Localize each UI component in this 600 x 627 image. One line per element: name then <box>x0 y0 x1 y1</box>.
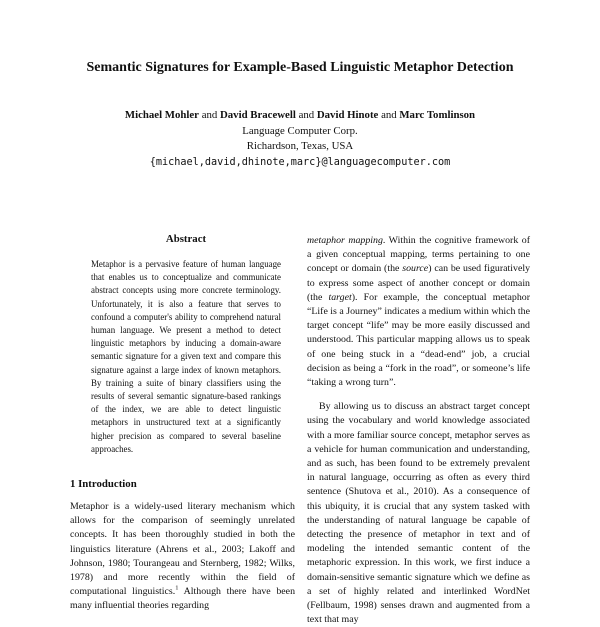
paragraph: By allowing us to discuss an abstract target concept using the vocabulary and world knowledge associated with a more familiar source concept, metaphor serves as a vehicle for human communication and understanding, and as such, has been found to be extremely prevalent in natural language, occurring as often as every third sentence (Shutova et al., 2010). As a consequence of this ubiquity, it is crucial that any system tasked with the understanding of natural language be capable of detecting the presence of metaphor in text and of modeling the intended semantic content of the metaphoric expression. In this work, we first induce a domain-sensitive semantic signature which we define as a set of highly related and interlinked WordNet (Fellbaum, 1998) senses drawn and augmented from a text that may <box>307 401 530 626</box>
location: Richardson, Texas, USA <box>246 140 354 152</box>
paragraph-text: ) can be used figuratively to express some aspect of another concept or domain (the <box>307 263 531 303</box>
paragraph-text: . Within the cognitive framework of a given conceptual mapping, terms pertaining to one concept or domain (the <box>307 235 530 275</box>
author-name: Marc Tomlinson <box>399 109 476 121</box>
emphasis-text: target <box>328 291 352 303</box>
author-names <box>0 108 600 124</box>
author-separator: and <box>298 109 315 121</box>
author-emails: {michael,david,dhinote,marc}@languagecomputer.com <box>149 156 451 168</box>
author-name: Michael Mohler <box>124 109 199 121</box>
emphasis-text: source <box>402 263 429 275</box>
introduction-text <box>70 500 295 614</box>
author-separator: and <box>201 109 218 121</box>
author-name: David Bracewell <box>219 109 296 121</box>
paragraph-text: Metaphor is a widely-used literary mechanism which allows for the comparison of seemingly unrelated concepts. It has been thoroughly studied in both the linguistics literature (Ahrens et al., 2003; Lakoff and Johnson, 1980; Tourangeau and Sternberg, 1982; Wilks, 1978) and more recently within the field of computational linguistics. <box>70 501 295 598</box>
emphasis-text: metaphor mapping <box>307 235 383 246</box>
author-separator: and <box>381 109 397 121</box>
paragraph <box>70 500 295 614</box>
author-name: David Hinote <box>316 109 379 121</box>
affiliation: Language Computer Corp. <box>242 124 358 137</box>
abstract-text: Metaphor is a pervasive feature of human language that enables us to conceptualize and communicate abstract concepts using more concrete terminology. Unfortunately, it is also a feature that serves to confound a computer's ability to comprehend natural human language. We present a method to detect linguistic metaphors by inducing a domain-aware semantic signature for a given text and compare this signature against a large index of known metaphors. By training a suite of binary classifiers using the results of several semantic signature-based rankings of the index, we are able to detect linguistic metaphors in unstructured text at a significantly higher precision as compared to several baseline approaches. <box>91 259 281 454</box>
paragraph-text: ). For example, the conceptual metaphor “Life is a Journey” indicates a medium within which the target concept “life” may be more easily discussed and understood. This particular mapping allows us to speak of one being stuck in a “dead-end” job, a crucial decision as being a “fork in the road”, or someone’s life “taking a wrong turn”. <box>307 291 530 389</box>
paragraph <box>307 234 530 390</box>
abstract-heading: Abstract <box>165 233 207 245</box>
footnote-mark: 1 <box>175 584 179 592</box>
section-heading-introduction: 1 Introduction <box>70 478 137 490</box>
paper-title: Semantic Signatures for Example-Based Linguistic Metaphor Detection <box>86 60 514 75</box>
paragraph-text: Although there have been many influential theories regarding <box>70 586 296 612</box>
right-column <box>307 234 530 627</box>
author-block <box>0 108 600 170</box>
